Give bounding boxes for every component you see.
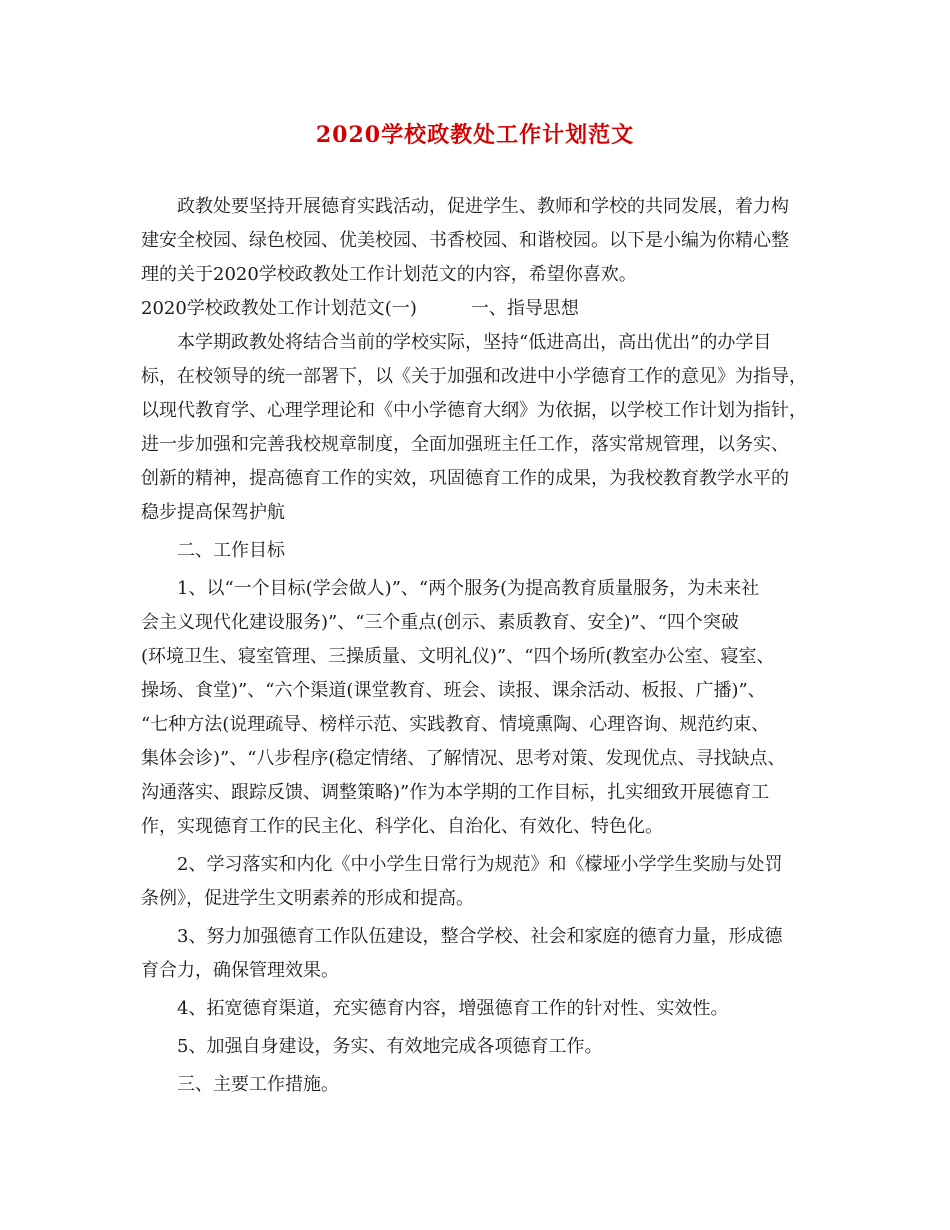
paragraph-line: 创新的精神，提高德育工作的实效，巩固德育工作的成果，为我校教育教学水平的 bbox=[141, 468, 789, 489]
paragraph-line: 作，实现德育工作的民主化、科学化、自治化、有效化、特色化。 bbox=[141, 816, 663, 837]
section-heading-line: 2020学校政教处工作计划范文(一) 一、指导思想 bbox=[141, 298, 579, 319]
paragraph-line: 以现代教育学、心理学理论和《中小学德育大纲》为依据，以学校工作计划为指针， bbox=[141, 400, 807, 421]
section-heading-line: 三、主要工作措施。 bbox=[141, 1074, 339, 1095]
paragraph-line: (环境卫生、寝室管理、三操质量、文明礼仪)”、“四个场所(教室办公室、寝室、 bbox=[141, 646, 775, 667]
paragraph-line: 操场、食堂)”、“六个渠道(课堂教育、班会、读报、课余活动、板报、广播)”、 bbox=[141, 680, 766, 701]
paragraph-line: 建安全校园、绿色校园、优美校园、书香校园、和谐校园。以下是小编为你精心整 bbox=[141, 230, 789, 251]
paragraph-line: 稳步提高保驾护航 bbox=[141, 502, 285, 523]
paragraph-line: 5、加强自身建设，务实、有效地完成各项德育工作。 bbox=[141, 1036, 603, 1057]
paragraph-line: 会主义现代化建设服务)”、“三个重点(创示、素质教育、安全)”、“四个突破 bbox=[141, 612, 739, 633]
paragraph-line: 2、学习落实和内化《中小学生日常行为规范》和《檬垭小学学生奖励与处罚 bbox=[141, 854, 783, 875]
paragraph-line: 集体会诊)”、“八步程序(稳定情绪、了解情况、思考对策、发现优点、寻找缺点、 bbox=[141, 748, 786, 769]
paragraph-line: 育合力，确保管理效果。 bbox=[141, 960, 339, 981]
paragraph-line: 条例》，促进学生文明素养的形成和提高。 bbox=[141, 888, 474, 909]
paragraph-line: 进一步加强和完善我校规章制度，全面加强班主任工作，落实常规管理，以务实、 bbox=[141, 434, 789, 455]
paragraph-line: 4、拓宽德育渠道，充实德育内容，增强德育工作的针对性、实效性。 bbox=[141, 998, 729, 1019]
paragraph-line: 沟通落实、跟踪反馈、调整策略)”作为本学期的工作目标，扎实细致开展德育工 bbox=[141, 782, 770, 803]
paragraph-line: 本学期政教处将结合当前的学校实际，坚持“低进高出，高出优出”的办学目 bbox=[141, 332, 772, 353]
section-heading-line: 二、工作目标 bbox=[141, 540, 285, 561]
document-title: 2020学校政教处工作计划范文 bbox=[315, 122, 635, 148]
paragraph-line: 理的关于2020学校政教处工作计划范文的内容，希望你喜欢。 bbox=[141, 264, 637, 285]
paragraph-line: 3、努力加强德育工作队伍建设，整合学校、社会和家庭的德育力量，形成德 bbox=[141, 926, 783, 947]
paragraph-line: “七种方法(说理疏导、榜样示范、实践教育、情境熏陶、心理咨询、规范约束、 bbox=[141, 714, 770, 735]
paragraph-line: 1、以“一个目标(学会做人)”、“两个服务(为提高教育质量服务，为未来社 bbox=[141, 578, 760, 599]
paragraph-line: 标，在校领导的统一部署下，以《关于加强和改进中小学德育工作的意见》为指导， bbox=[141, 366, 807, 387]
paragraph-line: 政教处要坚持开展德育实践活动，促进学生、教师和学校的共同发展，着力构 bbox=[141, 196, 789, 217]
